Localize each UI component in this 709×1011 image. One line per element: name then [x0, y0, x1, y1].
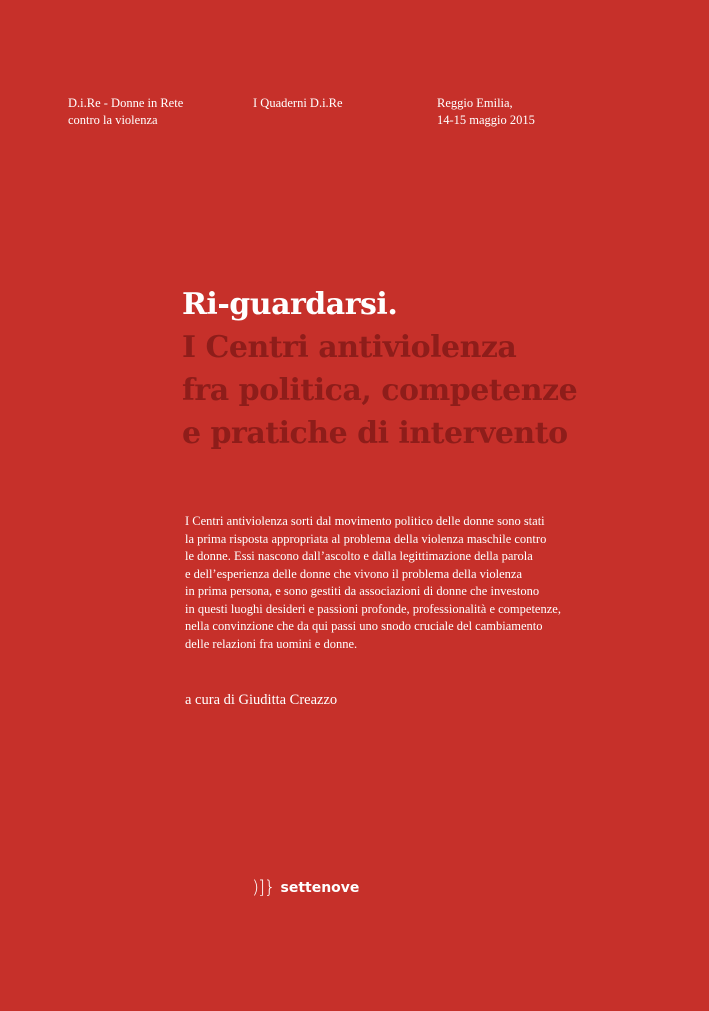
- description-line: le donne. Essi nascono dall’ascolto e dalla legittimazione della parola: [185, 549, 533, 563]
- header-event: [437, 95, 535, 129]
- subtitle-line: fra politica, competenze: [182, 373, 578, 408]
- description-line: in questi luoghi desideri e passioni profonde, professionalità e competenze,: [185, 601, 561, 616]
- description-line: e dell’esperienza delle donne che vivono il problema della violenza: [185, 566, 523, 581]
- header-organization-line: contro la violenza: [68, 113, 158, 127]
- description-line: I Centri antiviolenza sorti dal movimento politico delle donne sono stati: [185, 514, 545, 528]
- title-main: Ri-guardarsi.: [182, 287, 398, 322]
- curator: a cura di Giuditta Creazzo: [185, 692, 338, 708]
- description-line: in prima persona, e sono gestiti da associazioni di donne che investono: [185, 584, 540, 598]
- series-name: I Quaderni D.i.Re: [253, 96, 343, 110]
- header-series: [253, 95, 343, 112]
- publisher-name: settenove: [280, 880, 360, 896]
- event-place: Reggio Emilia,: [437, 96, 513, 110]
- subtitle-line: I Centri antiviolenza: [182, 330, 517, 365]
- header-organization: [68, 95, 183, 129]
- header-organization-line: D.i.Re - Donne in Rete: [68, 96, 184, 110]
- description-line: delle relazioni fra uomini e donne.: [185, 636, 358, 651]
- event-date: 14-15 maggio 2015: [437, 113, 535, 127]
- description: [185, 513, 561, 653]
- description-line: la prima risposta appropriata al problema della violenza maschile contro: [185, 531, 547, 546]
- book-title: [182, 283, 577, 455]
- publisher-bracket-icon: )]}: [252, 877, 275, 898]
- subtitle-line: e pratiche di intervento: [182, 416, 568, 451]
- description-line: nella convinzione che da qui passi uno snodo cruciale del cambiamento: [185, 619, 543, 633]
- publisher-logo: [252, 877, 359, 899]
